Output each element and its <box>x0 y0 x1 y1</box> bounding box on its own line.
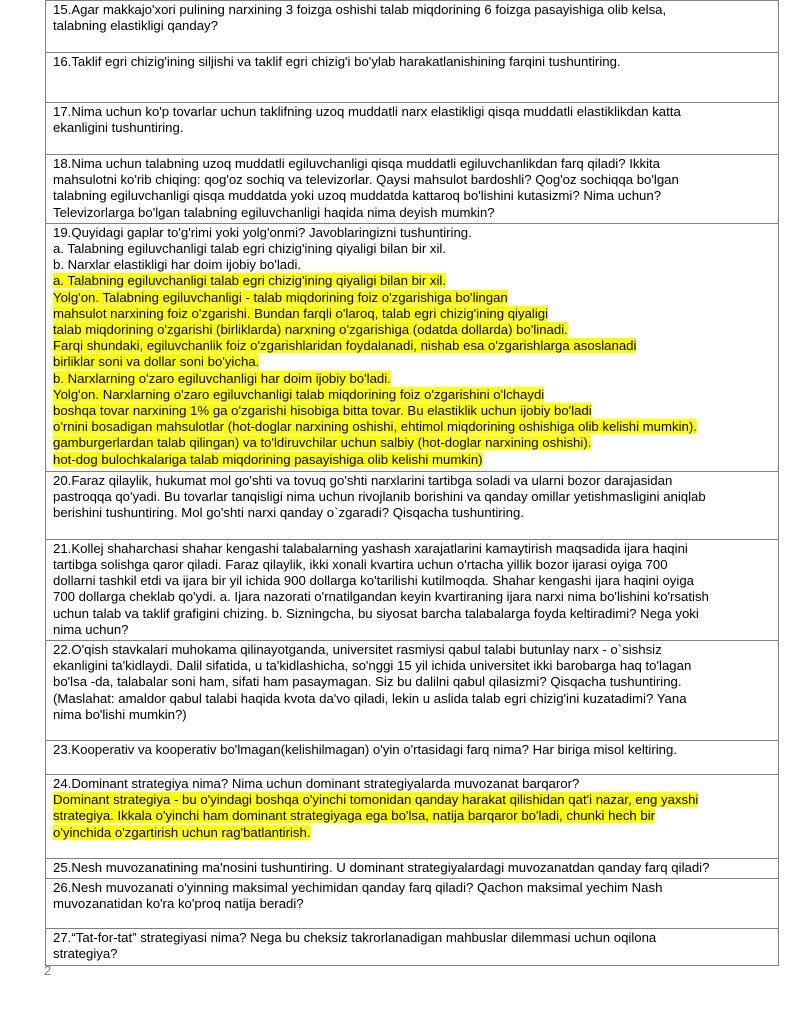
text-line <box>53 589 772 605</box>
question-text: 23.Kooperativ va kooperativ bo'lmagan(kelishilmagan) o'yin o'rtasidagi farq nima? Har biriga misol keltiring. <box>53 742 678 758</box>
text-line <box>53 188 772 204</box>
question-text: Televizorlarga bo'lgan talabning egiluvchanligi haqida nima deyish mumkin? <box>53 204 495 220</box>
question-row <box>46 53 779 103</box>
text-line <box>53 273 772 289</box>
text-line <box>53 156 772 172</box>
text-line <box>53 541 772 557</box>
highlighted-answer-text: o'rnini bosadigan mahsulotlar (hot-doglar narxining oshishi, ehtimol miqdorining oshishiga olib kelishi mumkin). <box>53 419 697 435</box>
question-text: (Maslahat: amaldor qabul talabi haqida kvota da'vo qiladi, lekin u aslida talab egri chizig'ini kuzatadimi? Yana <box>53 690 687 706</box>
question-text: tartibga solishga qaror qiladi. Faraz qilaylik, ikki xonali kvartira uchun o'rtacha yillik bozor ijarasi oyiga 700 <box>53 557 668 573</box>
highlighted-answer-text: Yolg'on. Talabning egiluvchanligi - talab miqdorining foiz o'zgarishiga bo'lingan <box>53 289 508 305</box>
highlighted-answer-text: gamburgerlardan talab qilingan) va to'ldiruvchilar uchun salbiy (hot-doglar narxining oshishi). <box>53 435 592 451</box>
question-text: 17.Nima uchun ko'p tovarlar uchun taklifning uzoq muddatli narx elastikligi qisqa muddatli elastiklikdan katta <box>53 104 681 119</box>
text-line <box>53 473 772 489</box>
text-line <box>53 489 772 505</box>
text-line <box>53 435 772 451</box>
text-line <box>53 338 772 354</box>
text-line <box>53 172 772 188</box>
question-row <box>46 929 779 965</box>
text-line <box>53 825 772 841</box>
highlighted-answer-text: a. Talabning egiluvchanligi talab egri chizig'ining qiyaligi bilan bir xil. <box>53 273 447 289</box>
question-text: dollarni tashkil etdi va ijara bir yil ichida 900 dollarga ko'tarilishi kutilmoqda. Shahar kengashi ijara haqini oyiga <box>53 573 694 589</box>
text-line <box>53 54 772 70</box>
text-line <box>53 808 772 824</box>
question-row <box>46 879 779 929</box>
question-text: 18.Nima uchun talabning uzoq muddatli egiluvchanligi qisqa muddatli egiluvchanlikdan farq qiladi? Ikkita <box>53 156 660 171</box>
question-cell <box>46 929 779 965</box>
question-text: bo'lsa -da, talabalar soni ham, sifati ham pasaymagan. Siz bu dalilni qabul qilasizmi? Qisqacha tushuntiring. <box>53 674 682 690</box>
question-text: b. Narxlar elastikligi har doim ijobiy bo'ladi. <box>53 257 302 273</box>
text-line <box>53 403 772 419</box>
text-line <box>53 104 772 120</box>
question-text: berishini tushuntiring. Mol go'shti narxi qanday o`zgaradi? Qisqacha tushuntiring. <box>53 505 524 521</box>
question-text: 20.Faraz qilaylik, hukumat mol go'shti va tovuq go'shti narxlarini tartibga soladi va ularni bozor darajasidan <box>53 472 673 488</box>
question-cell <box>46 1 779 53</box>
text-line <box>53 896 772 912</box>
question-cell <box>46 53 779 103</box>
text-line <box>53 658 772 674</box>
question-text: 26.Nesh muvozanati o'yinning maksimal yechimidan qanday farq qiladi? Qachon maksimal yechim Nash <box>53 880 663 896</box>
text-line <box>53 225 772 241</box>
question-text: talabning elastikligi qanday? <box>53 18 218 34</box>
text-line <box>53 322 772 338</box>
question-cell <box>46 641 779 741</box>
question-row <box>46 155 779 224</box>
question-cell <box>46 103 779 155</box>
text-line <box>53 860 772 876</box>
text-line <box>53 120 772 136</box>
text-line <box>53 241 772 257</box>
questions-table <box>45 0 779 966</box>
question-row <box>46 1 779 53</box>
question-text: pastroqqa qo'yadi. Bu tovarlar tanqisligi nima uchun rivojlanib borishini va qanday omillar yetishmasligini aniqlab <box>53 489 706 505</box>
question-text: 15.Agar makkajo'xori pulining narxining 3 foizga oshishi talab miqdorining 6 foizga pasayishiga olib kelsa, <box>53 2 667 17</box>
question-text: 22.O'qish stavkalari muhokama qilinayotganda, universitet rasmiysi qabul talabi butunlay narx - o`sishsiz <box>53 642 662 658</box>
question-cell <box>46 741 779 775</box>
text-line <box>53 505 772 521</box>
question-text: nima bo'lishi mumkin?) <box>53 706 187 722</box>
question-text: a. Talabning egiluvchanligi talab egri chizig'ining qiyaligi bilan bir xil. <box>53 241 447 257</box>
question-text: 27.“Tat-for-tat” strategiyasi nima? Nega bu cheksiz takrorlanadigan mahbuslar dilemmasi uchun oqilona <box>53 930 657 946</box>
question-cell <box>46 539 779 640</box>
question-text: 24.Dominant strategiya nima? Nima uchun dominant strategiyalarda muvozanat barqaror? <box>53 776 580 792</box>
text-line <box>53 792 772 808</box>
question-text: 700 dollarga cheklab qo'ydi. a. Ijara nazorati o'rnatilgandan keyin kvartiraning ijara narxi nima bo'lishini ko'rsatish <box>53 589 709 605</box>
text-line <box>53 776 772 792</box>
question-row <box>46 641 779 741</box>
text-line <box>53 946 772 962</box>
question-text: uchun talab va taklif grafigini chizing. b. Sizningcha, bu siyosat barcha talabalarga foyda keltiradimi? Nega yoki <box>53 605 699 621</box>
text-line <box>53 557 772 573</box>
question-text: talabning egiluvchanligi qisqa muddatda yoki uzoq muddatda kattaroq bo'lishini kutasizmi? Nima uchun? <box>53 188 662 204</box>
question-text: ekanligini ta'kidlaydi. Dalil sifatida, u ta'kidlashicha, so'nggi 15 yil ichida universitet ikki barobarga haq to'lagan <box>53 658 692 674</box>
question-cell <box>46 859 779 879</box>
text-line <box>53 2 772 18</box>
question-row <box>46 859 779 879</box>
text-line <box>53 742 772 758</box>
highlighted-answer-text: hot-dog bulochkalariga talab miqdorining pasayishiga olib kelishi mumkin) <box>53 451 483 467</box>
question-text: nima uchun? <box>53 621 129 637</box>
text-line <box>53 691 772 707</box>
text-line <box>53 419 772 435</box>
questions-body <box>46 1 779 966</box>
text-line <box>53 674 772 690</box>
text-line <box>53 573 772 589</box>
question-cell <box>46 155 779 224</box>
question-cell <box>46 223 779 471</box>
text-line <box>53 880 772 896</box>
question-cell <box>46 471 779 539</box>
highlighted-answer-text: strategiya. Ikkala o'yinchi ham dominant strategiyaga ega bo'lsa, natija barqaror bo'ladi, chunki hech bir <box>53 808 656 824</box>
question-cell <box>46 775 779 859</box>
text-line <box>53 18 772 34</box>
question-text: 25.Nesh muvozanatining ma'nosini tushuntiring. U dominant strategiyalardagi muvozanatdan qanday farq qiladi? <box>53 860 710 876</box>
question-text: mahsulotni ko'rib chiqing: qog'oz sochiq va televizorlar. Qaysi mahsulot bardoshli? Qog'oz sochiqqa bo'lgan <box>53 172 679 188</box>
highlighted-answer-text: Farqi shundaki, egiluvchanlik foiz o'zgarishlaridan foydalanadi, nishab esa o'zgarishlarga asoslanadi <box>53 338 637 354</box>
question-text: strategiya? <box>53 946 118 962</box>
question-text: 21.Kollej shaharchasi shahar kengashi talabalarning yashash xarajatlarini kamaytirish maqsadida ijara haqini <box>53 540 688 556</box>
question-row <box>46 103 779 155</box>
text-line <box>53 205 772 221</box>
highlighted-answer-text: birliklar soni va dollar soni bo'yicha. <box>53 354 260 370</box>
question-row <box>46 471 779 539</box>
text-line <box>53 606 772 622</box>
text-line <box>53 387 772 403</box>
question-text: ekanligini tushuntiring. <box>53 120 184 136</box>
question-row <box>46 223 779 471</box>
text-line <box>53 707 772 723</box>
text-line <box>53 371 772 387</box>
text-line <box>53 622 772 638</box>
text-line <box>53 306 772 322</box>
highlighted-answer-text: mahsulot narxining foiz o'zgarishi. Bundan farqli o'laroq, talab egri chizig'ining qiyaligi <box>53 305 549 321</box>
text-line <box>53 257 772 273</box>
highlighted-answer-text: o'yinchida o'zgartirish uchun rag'batlantirish. <box>53 824 311 840</box>
highlighted-answer-text: boshqa tovar narxining 1% ga o'zgarishi hisobiga bitta tovar. Bu elastiklik uchun ijobiy bo'ladi <box>53 403 592 419</box>
question-text: 19.Quyidagi gaplar to'g'rimi yoki yolg'onmi? Javoblaringizni tushuntiring. <box>53 224 472 240</box>
text-line <box>53 452 772 468</box>
question-text: muvozanatidan ko'ra ko'proq natija beradi? <box>53 896 304 912</box>
text-line <box>53 290 772 306</box>
question-text: 16.Taklif egri chizig'ining siljishi va taklif egri chizig'i bo'ylab harakatlanishining farqini tushuntiring. <box>53 54 621 69</box>
highlighted-answer-text: b. Narxlarning o'zaro egiluvchanligi har doim ijobiy bo'ladi. <box>53 370 391 386</box>
text-line <box>53 930 772 946</box>
page-number: 2 <box>44 963 52 978</box>
highlighted-answer-text: Dominant strategiya - bu o'yindagi boshqa o'yinchi tomonidan qanday harakat qilishidan qat'i nazar, eng yaxshi <box>53 792 699 808</box>
highlighted-answer-text: Yolg'on. Narxlarning o'zaro egiluvchanligi talab miqdorining foiz o'zgarishini o'lchaydi <box>53 386 545 402</box>
question-row <box>46 539 779 640</box>
highlighted-answer-text: talab miqdorining o'zgarishi (birliklarda) narxning o'zgarishiga (odatda dollarda) bo'linadi. <box>53 322 568 338</box>
question-row <box>46 741 779 775</box>
question-row <box>46 775 779 859</box>
text-line <box>53 354 772 370</box>
question-cell <box>46 879 779 929</box>
text-line <box>53 642 772 658</box>
